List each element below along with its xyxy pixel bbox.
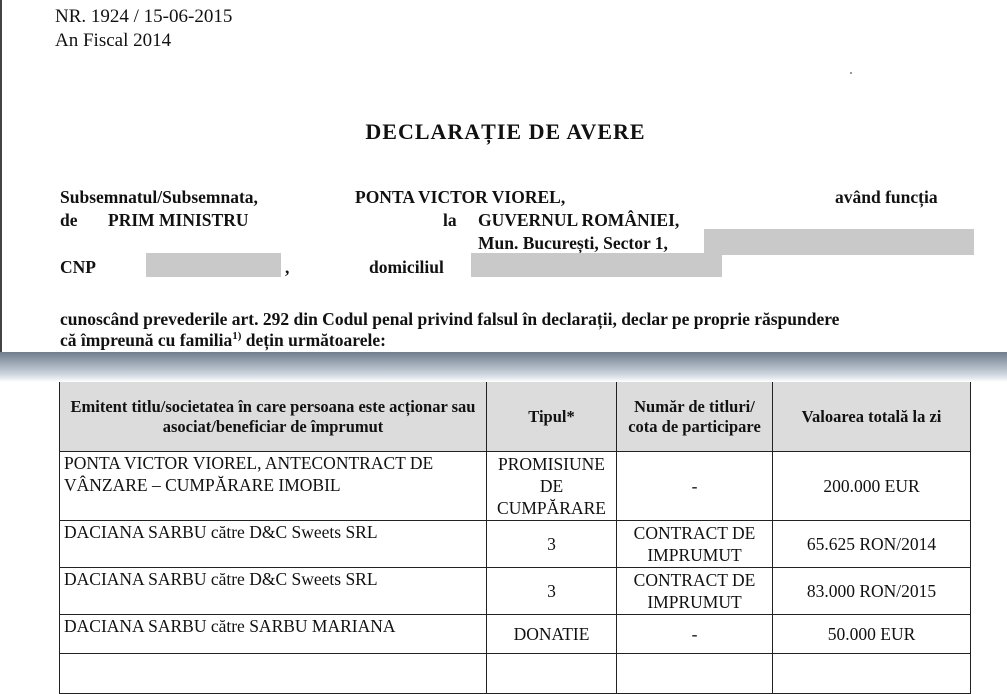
- page-title: DECLARAȚIE DE AVERE: [365, 119, 646, 144]
- cell-issuer: DACIANA SARBU către D&C Sweets SRL: [60, 521, 487, 568]
- la-label: la: [443, 210, 457, 230]
- header-type: Tipul*: [487, 382, 617, 452]
- footnote-marker: 1): [232, 330, 242, 343]
- scan-speck: [850, 72, 852, 74]
- cell-value: 83.000 RON/2015: [773, 568, 971, 615]
- table-header-row: [60, 382, 971, 452]
- declarant-institution: GUVERNUL ROMÂNIEI,: [478, 210, 680, 230]
- cell-value: 65.625 RON/2014: [773, 521, 971, 568]
- table-row: [60, 615, 971, 654]
- cell-type: [487, 654, 617, 694]
- de-label: de: [60, 210, 78, 230]
- page-fold-shadow: [0, 352, 1007, 382]
- cell-type: PROMISIUNE DE CUMPĂRARE: [487, 452, 617, 521]
- assets-table: [59, 381, 971, 694]
- cell-type: 3: [487, 568, 617, 615]
- cell-issuer: PONTA VICTOR VIOREL, ANTECONTRACT DE VÂNZARE – CUMPĂRARE IMOBIL: [60, 452, 487, 521]
- function-label: având funcția: [835, 187, 938, 207]
- declaration-line-2-end: dețin următoarele:: [241, 330, 386, 350]
- table-row: [60, 452, 971, 521]
- cell-shares: -: [617, 452, 773, 521]
- table-row: [60, 568, 971, 615]
- assets-table-wrapper: [59, 381, 971, 694]
- cell-value: [773, 654, 971, 694]
- redacted-domicile: [471, 253, 722, 277]
- header-value: Valoarea totală la zi: [773, 382, 971, 452]
- table-row: [60, 654, 971, 694]
- declarant-name: PONTA VICTOR VIOREL,: [355, 187, 566, 207]
- declaration-line-2-text: că împreună cu familia: [60, 330, 233, 350]
- cell-issuer: [60, 654, 487, 694]
- table-row: [60, 521, 971, 568]
- address-partial: Mun. București, Sector 1,: [478, 233, 668, 253]
- header-issuer: Emitent titlu/societatea în care persoana este acționar sau asociat/beneficiar de împrumut: [60, 382, 487, 452]
- declarant-function: PRIM MINISTRU: [108, 210, 249, 230]
- cnp-label: CNP: [60, 257, 96, 277]
- header-shares: Număr de titluri/ cota de participare: [617, 382, 773, 452]
- subsemnatul-label: Subsemnatul/Subsemnata,: [60, 187, 258, 207]
- cell-shares: CONTRACT DE IMPRUMUT: [617, 521, 773, 568]
- cnp-comma: ,: [285, 257, 290, 277]
- fiscal-year: An Fiscal 2014: [55, 30, 172, 51]
- cell-issuer: DACIANA SARBU către SARBU MARIANA: [60, 615, 487, 654]
- cell-issuer: DACIANA SARBU către D&C Sweets SRL: [60, 568, 487, 615]
- cell-value: 200.000 EUR: [773, 452, 971, 521]
- redacted-cnp: [146, 253, 281, 277]
- cell-shares: CONTRACT DE IMPRUMUT: [617, 568, 773, 615]
- cell-type: DONATIE: [487, 615, 617, 654]
- domicile-label: domiciliul: [369, 257, 444, 277]
- declaration-line-2: [60, 330, 386, 351]
- cell-type: 3: [487, 521, 617, 568]
- declaration-line-1: cunoscând prevederile art. 292 din Codul penal privind falsul în declarații, declar pe proprie răspundere: [60, 309, 840, 329]
- redacted-address: [704, 229, 974, 255]
- cell-shares: [617, 654, 773, 694]
- cell-value: 50.000 EUR: [773, 615, 971, 654]
- registration-number: NR. 1924 / 15-06-2015: [55, 6, 233, 27]
- cell-shares: -: [617, 615, 773, 654]
